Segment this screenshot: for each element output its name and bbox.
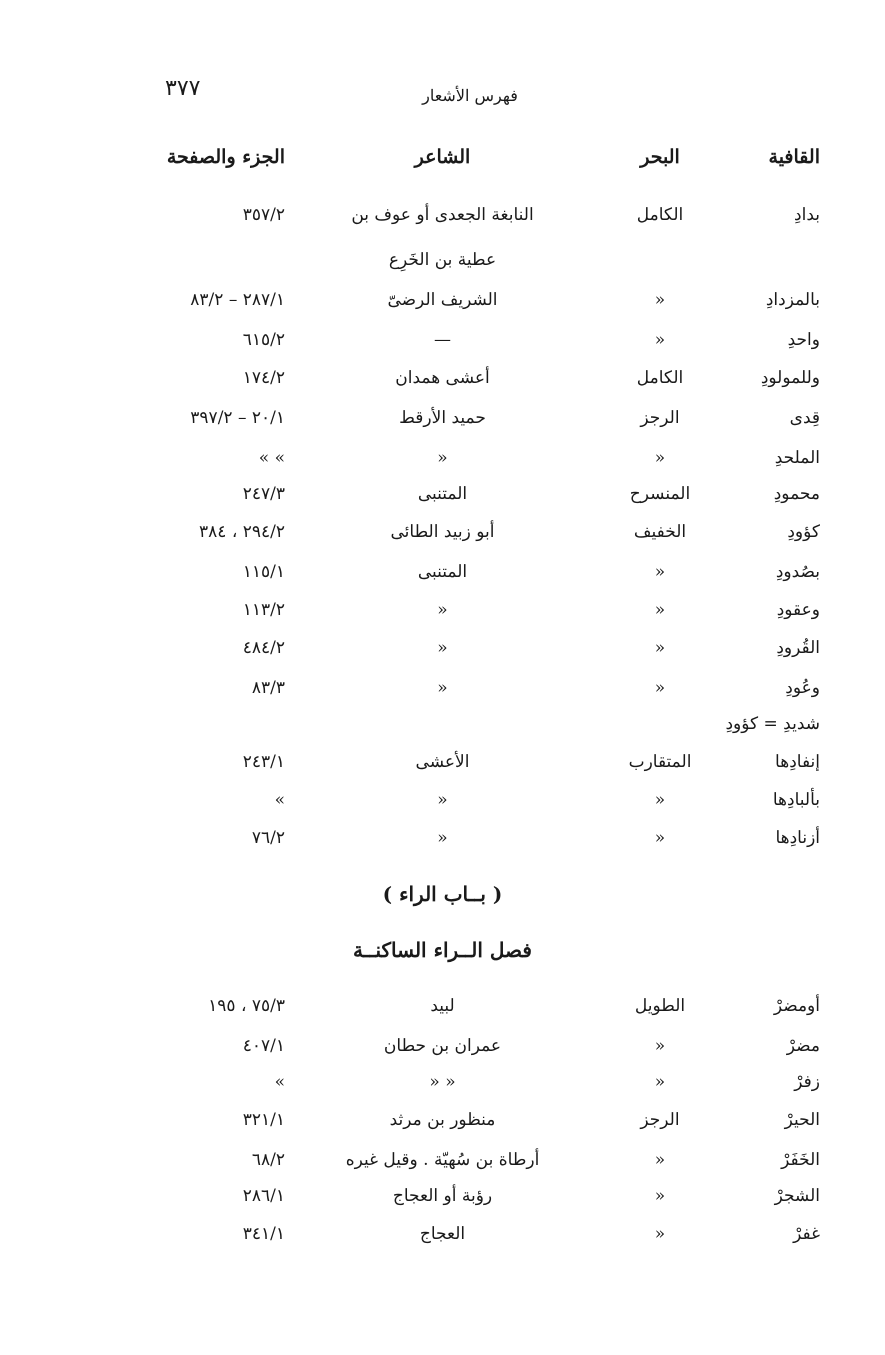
cell-poet: » » — [429, 1072, 456, 1092]
cell-poet: أعشى همدان — [395, 368, 490, 388]
cell-poet: العجاج — [419, 1224, 466, 1244]
cell-ref: ٣٢١/١ — [242, 1110, 285, 1130]
header-poet: الشاعر — [414, 146, 471, 168]
cell-poet: حميد الأرقط — [399, 408, 486, 428]
cell-ref: ٢٨٧/١ – ٨٣/٢ — [190, 290, 285, 310]
cell-ref: ٢٤٧/٣ — [242, 484, 285, 504]
cell-ref: ١٧٤/٢ — [242, 368, 285, 388]
cell-poet: » — [437, 828, 448, 848]
cell-poet: المتنبى — [417, 484, 468, 504]
cell-rhyme: الحيرْ — [784, 1110, 820, 1130]
cell-meter: الخفيف — [633, 522, 687, 542]
cell-meter: الطويل — [634, 996, 686, 1016]
cell-rhyme: إنفادِها — [775, 752, 820, 772]
cell-rhyme: وعقودِ — [776, 600, 820, 620]
cell-meter: » — [654, 638, 666, 658]
cell-rhyme: وللمولودِ — [760, 368, 820, 388]
cell-meter: الكامل — [636, 205, 684, 225]
cell-poet: — — [434, 330, 451, 350]
cell-poet: النابغة الجعدى أو عوف بن — [351, 205, 534, 225]
cell-ref: ٣٤١/١ — [242, 1224, 285, 1244]
cell-rhyme: أزنادِها — [775, 828, 820, 848]
cell-ref: ٤٠٧/١ — [242, 1036, 285, 1056]
cell-poet: الشريف الرضىّ — [387, 290, 498, 310]
cell-ref: ٢٩٤/٢ ، ٣٨٤ — [199, 522, 285, 542]
cell-meter: الرجز — [640, 1110, 680, 1130]
cell-poet: لبيد — [430, 996, 455, 1016]
cell-meter: » — [654, 678, 666, 698]
cell-rhyme: قِدى — [789, 408, 820, 428]
cell-ref: ٢٤٣/١ — [242, 752, 285, 772]
cell-meter: » — [654, 1036, 666, 1056]
cell-poet: » — [437, 678, 448, 698]
cell-ref: ٦٨/٢ — [251, 1150, 285, 1170]
cell-rhyme: بالمزدادِ — [765, 290, 820, 310]
running-head: فهرس الأشعار — [422, 86, 518, 105]
cell-ref: ٢٠/١ – ٣٩٧/٢ — [190, 408, 285, 428]
cell-meter: » — [654, 1150, 666, 1170]
cell-poet: » — [437, 448, 448, 468]
cell-meter: » — [654, 330, 666, 350]
cell-poet: أبو زبيد الطائى — [390, 522, 495, 542]
cell-poet: » — [437, 600, 448, 620]
cell-ref: » — [274, 1072, 285, 1092]
cell-meter: » — [654, 1072, 666, 1092]
cell-rhyme: محمودِ — [773, 484, 820, 504]
cell-rhyme: غفرْ — [793, 1224, 820, 1244]
cell-rhyme: الملحدِ — [774, 448, 820, 468]
cell-meter: » — [654, 828, 666, 848]
cell-poet: » — [437, 638, 448, 658]
cell-ref: ٢٨٦/١ — [242, 1186, 285, 1206]
cell-meter: المنسرح — [629, 484, 691, 504]
header-meter: البحر — [640, 146, 680, 168]
cell-rhyme: بصُدودِ — [775, 562, 820, 582]
cell-meter: الرجز — [640, 408, 680, 428]
cell-ref: ١١٣/٢ — [242, 600, 285, 620]
cell-ref: ٣٥٧/٢ — [242, 205, 285, 225]
cell-poet: الأعشى — [415, 752, 470, 772]
cell-rhyme: زفرْ — [794, 1072, 820, 1092]
cell-rhyme: مضرْ — [786, 1036, 820, 1056]
cell-rhyme: الشجرْ — [774, 1186, 820, 1206]
cell-poet: عمران بن حطان — [383, 1036, 502, 1056]
cell-meter: » — [654, 1224, 666, 1244]
cell-meter: » — [654, 448, 666, 468]
cell-rhyme: كؤودِ — [787, 522, 820, 542]
cell-meter: » — [654, 1186, 666, 1206]
cell-rhyme: شديدِ = كؤودِ — [725, 714, 820, 734]
cell-poet: » — [437, 790, 448, 810]
subsection-heading: فصل الــراء الساكنــة — [353, 938, 532, 962]
cell-rhyme: بألبادِها — [772, 790, 820, 810]
cell-poet: رؤبة أو العجاج — [392, 1186, 493, 1206]
header-rhyme: القافية — [768, 146, 820, 168]
cell-rhyme: القُرودِ — [776, 638, 820, 658]
section-heading: ( بــاب الراء ) — [382, 882, 503, 906]
cell-meter: المتقارب — [628, 752, 692, 772]
header-ref: الجزء والصفحة — [166, 146, 285, 168]
cell-rhyme: بدادِ — [794, 205, 820, 225]
cell-meter: » — [654, 790, 666, 810]
cell-meter: » — [654, 600, 666, 620]
cell-meter: » — [654, 562, 666, 582]
cell-rhyme: وعُودِ — [785, 678, 820, 698]
cell-ref: ١١٥/١ — [242, 562, 285, 582]
cell-rhyme: الخَفَرْ — [781, 1150, 820, 1170]
cell-ref: ٦١٥/٢ — [242, 330, 285, 350]
cell-ref: ٨٣/٣ — [251, 678, 285, 698]
cell-ref: ٧٦/٢ — [251, 828, 285, 848]
cell-poet: عطية بن الخَرِع — [388, 250, 497, 270]
cell-meter: » — [654, 290, 666, 310]
cell-poet: منظور بن مرثد — [389, 1110, 496, 1130]
cell-ref: » — [274, 790, 285, 810]
page-number: ٣٧٧ — [165, 76, 201, 101]
cell-ref: ٧٥/٣ ، ١٩٥ — [208, 996, 285, 1016]
cell-rhyme: واحدِ — [787, 330, 820, 350]
cell-meter: الكامل — [636, 368, 684, 388]
cell-ref: » » — [258, 448, 285, 468]
cell-poet: أرطاة بن سُهيّة . وقيل غيره — [345, 1150, 540, 1170]
cell-rhyme: أومضرْ — [773, 996, 820, 1016]
cell-ref: ٤٨٤/٢ — [242, 638, 285, 658]
cell-poet: المتنبى — [417, 562, 468, 582]
